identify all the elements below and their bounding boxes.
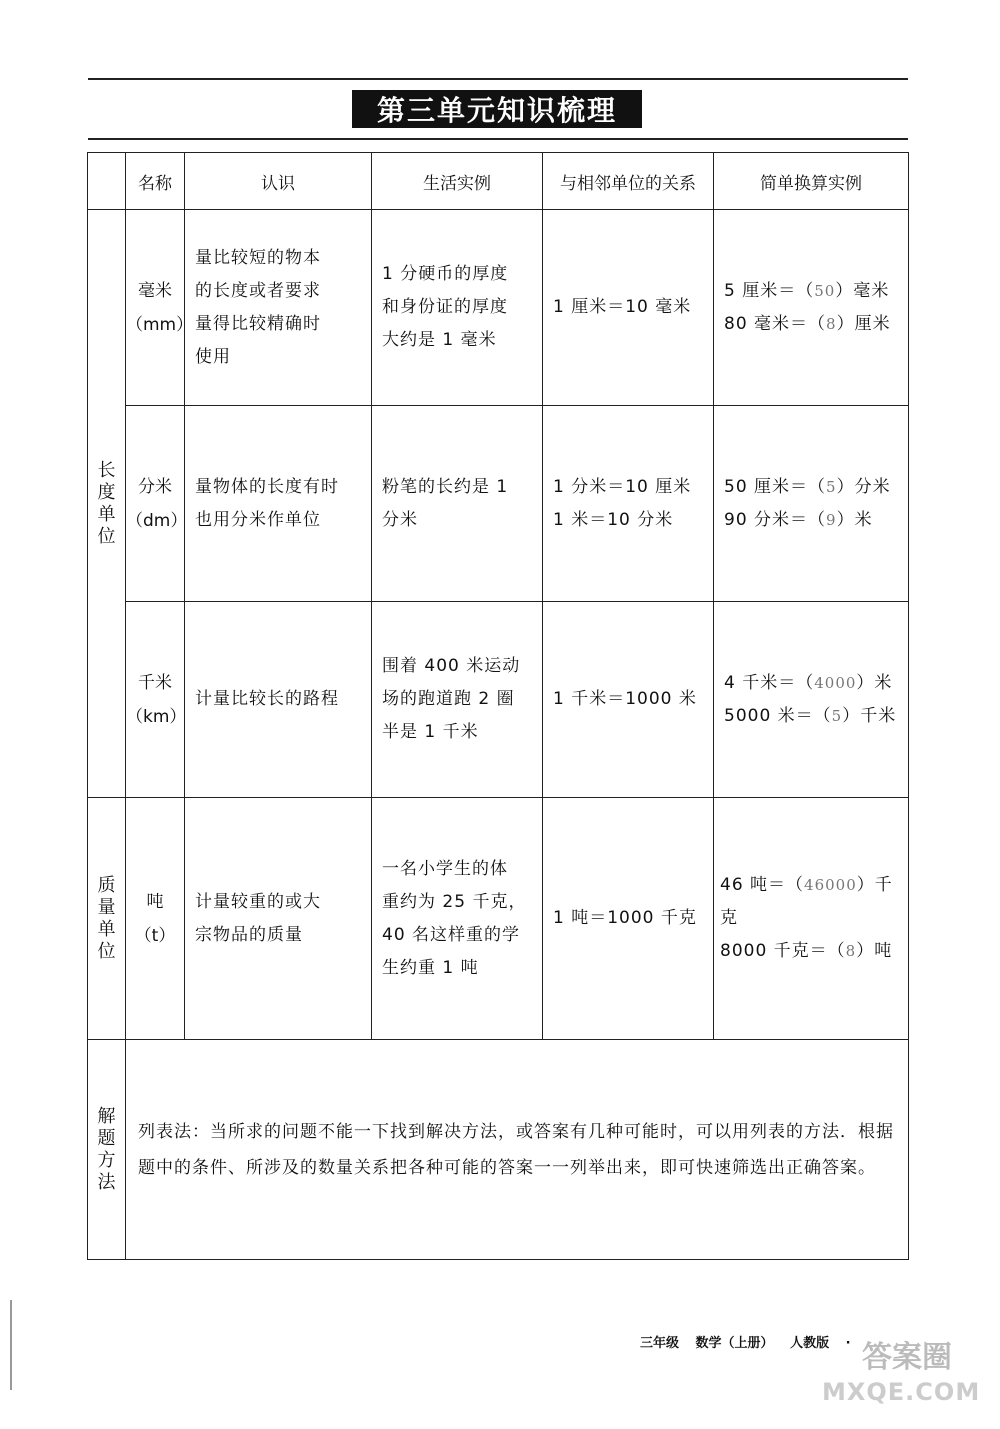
table-row-km: [88, 602, 909, 798]
header-relation: 与相邻单位的关系: [543, 153, 714, 210]
group-method: [88, 1040, 126, 1260]
conversion-text: 90 分米＝（: [724, 509, 827, 530]
conversion-cell: [714, 406, 909, 602]
example-line: 1 分硬币的厚度: [382, 264, 509, 284]
relation-line: 1 米＝10 分米: [553, 509, 674, 530]
table-row-mm: [88, 210, 909, 406]
unit-name: 分米: [138, 476, 172, 497]
example-cell: [372, 210, 543, 406]
relation-cell: [543, 210, 714, 406]
example-line: 分米: [382, 509, 418, 530]
example-line: 围着 400 米运动: [382, 656, 521, 676]
conversion-text: 80 毫米＝（: [724, 313, 827, 334]
answer-value: 9: [826, 510, 837, 529]
group-method-char: 解: [97, 1105, 116, 1127]
conversion-text: ）千米: [842, 705, 897, 726]
method-description: 列表法：当所求的问题不能一下找到解决方法，或答案有几种可能时，可以用列表的方法．根据题中的条件、所涉及的数量关系把各种可能的答案一一列举出来，即可快速筛选出正确答案。: [126, 1040, 909, 1260]
footer-edition: 人教版: [790, 1336, 830, 1351]
conversion-text: 5000 米＝（: [724, 705, 832, 726]
answer-value: 46000: [804, 876, 857, 894]
table-row-method: [88, 1040, 909, 1260]
example-cell: [372, 798, 543, 1040]
page-title: 第三单元知识梳理: [352, 90, 642, 128]
table-row-t: [88, 798, 909, 1040]
group-method-char: 法: [97, 1171, 116, 1193]
relation-line: 1 吨＝1000 千克: [553, 908, 697, 928]
conversion-line: [724, 471, 898, 504]
header-corner-cell: [88, 153, 126, 210]
answer-value: 5: [826, 477, 837, 496]
example-cell: [372, 602, 543, 798]
header-life-example: 生活实例: [372, 153, 543, 210]
conversion-line: [720, 869, 902, 935]
footer-subject: 数学（上册）: [695, 1336, 774, 1351]
group-mass-units: [88, 798, 126, 1040]
group-mass-char: 量: [97, 896, 116, 918]
group-length-char: 长: [97, 459, 116, 481]
example-line: 场的跑道跑 2 圈: [382, 689, 515, 709]
answer-value: 5: [831, 706, 843, 725]
group-length-units: [88, 210, 126, 798]
unit-name-cell: [126, 210, 194, 406]
conversion-text: ）米: [836, 509, 873, 530]
watermark-logo: 答案圈: [862, 1340, 952, 1375]
example-line: 40 名这样重的学: [382, 924, 521, 945]
unit-abbr: （dm）: [126, 510, 188, 531]
conversion-line: [724, 275, 898, 308]
conversion-line: [724, 308, 898, 341]
answer-value: 50: [814, 281, 836, 300]
unit-name-cell: [126, 406, 188, 602]
conversion-text: ）米: [856, 672, 893, 693]
conversion-text: 46 吨＝（: [720, 875, 805, 895]
desc-cell: [185, 602, 372, 798]
group-mass-char: 位: [97, 940, 116, 962]
unit-abbr: （t）: [134, 925, 176, 946]
example-line: 一名小学生的体: [382, 858, 508, 879]
desc-line: 计量比较长的路程: [195, 689, 339, 709]
watermark-text: MXQE.COM: [822, 1378, 981, 1406]
example-line: 半是 1 千米: [382, 722, 479, 742]
group-length-char: 位: [97, 525, 116, 547]
footer-dot: ·: [845, 1336, 851, 1351]
footer-grade: 三年级: [640, 1336, 680, 1351]
example-cell: [372, 406, 543, 602]
conversion-text: ）分米: [836, 476, 891, 497]
conversion-text: ）吨: [856, 941, 893, 961]
desc-line: 量比较短的物本: [195, 247, 321, 268]
conversion-text: 5 厘米＝（: [724, 280, 815, 301]
scan-margin-line: [10, 1300, 12, 1390]
answer-value: 8: [845, 942, 857, 960]
conversion-line: [724, 667, 898, 700]
knowledge-table: [87, 152, 909, 1260]
relation-line: 1 厘米＝10 毫米: [553, 297, 692, 317]
conversion-cell: [714, 210, 909, 406]
group-method-char: 题: [97, 1127, 116, 1149]
example-line: 大约是 1 毫米: [382, 330, 497, 350]
header-conversion: 简单换算实例: [714, 153, 909, 210]
conversion-cell: [714, 798, 909, 1040]
conversion-text: 4 千米＝（: [724, 672, 815, 693]
conversion-text: ）毫米: [835, 280, 890, 301]
unit-name: 毫米: [138, 280, 172, 301]
group-method-char: 方: [97, 1149, 116, 1171]
example-line: 和身份证的厚度: [382, 297, 508, 317]
group-mass-char: 质: [97, 874, 116, 896]
example-line: 重约为 25 千克，: [382, 891, 527, 912]
group-length-char: 度: [97, 481, 116, 503]
conversion-line: [720, 935, 902, 968]
answer-value: 4000: [814, 673, 857, 692]
header-row: [88, 153, 909, 210]
example-line: 生约重 1 吨: [382, 957, 479, 978]
desc-line: 使用: [195, 346, 231, 367]
top-rule: [88, 78, 908, 80]
group-mass-char: 单: [97, 918, 116, 940]
unit-name-cell: [126, 798, 185, 1040]
desc-line: 计量较重的或大: [195, 891, 321, 912]
conversion-text: ）厘米: [836, 313, 891, 334]
conversion-text: 8000 千克＝（: [720, 941, 846, 961]
conversion-line: [724, 700, 898, 733]
unit-name: 吨: [146, 891, 164, 912]
unit-abbr: （km）: [126, 706, 187, 727]
answer-value: 8: [826, 314, 837, 333]
conversion-line: [724, 504, 898, 537]
page-footer: [640, 1332, 863, 1351]
desc-line: 量物体的长度有时: [195, 476, 339, 497]
relation-line: 1 千米＝1000 米: [553, 689, 697, 709]
example-line: 粉笔的长约是 1: [382, 476, 509, 497]
desc-cell: [185, 406, 372, 602]
conversion-text: 50 厘米＝（: [724, 476, 827, 497]
unit-name-cell: [126, 602, 185, 798]
relation-cell: [543, 798, 714, 1040]
desc-line: 的长度或者要求: [195, 280, 321, 301]
conversion-text: ）千克: [720, 875, 893, 928]
relation-line: 1 分米＝10 厘米: [553, 476, 692, 497]
relation-cell: [543, 602, 714, 798]
header-name: 名称: [126, 153, 185, 210]
conversion-cell: [714, 602, 909, 798]
unit-name: 千米: [138, 672, 172, 693]
table-row-dm: [88, 406, 909, 602]
title-underline-rule: [88, 138, 908, 140]
desc-cell: [185, 210, 372, 406]
header-recognition: 认识: [185, 153, 372, 210]
desc-line: 量得比较精确时: [195, 313, 321, 334]
unit-abbr: （mm）: [126, 314, 194, 335]
relation-cell: [543, 406, 714, 602]
desc-cell: [185, 798, 372, 1040]
group-length-char: 单: [97, 503, 116, 525]
desc-line: 宗物品的质量: [195, 924, 303, 945]
desc-line: 也用分米作单位: [195, 509, 321, 530]
